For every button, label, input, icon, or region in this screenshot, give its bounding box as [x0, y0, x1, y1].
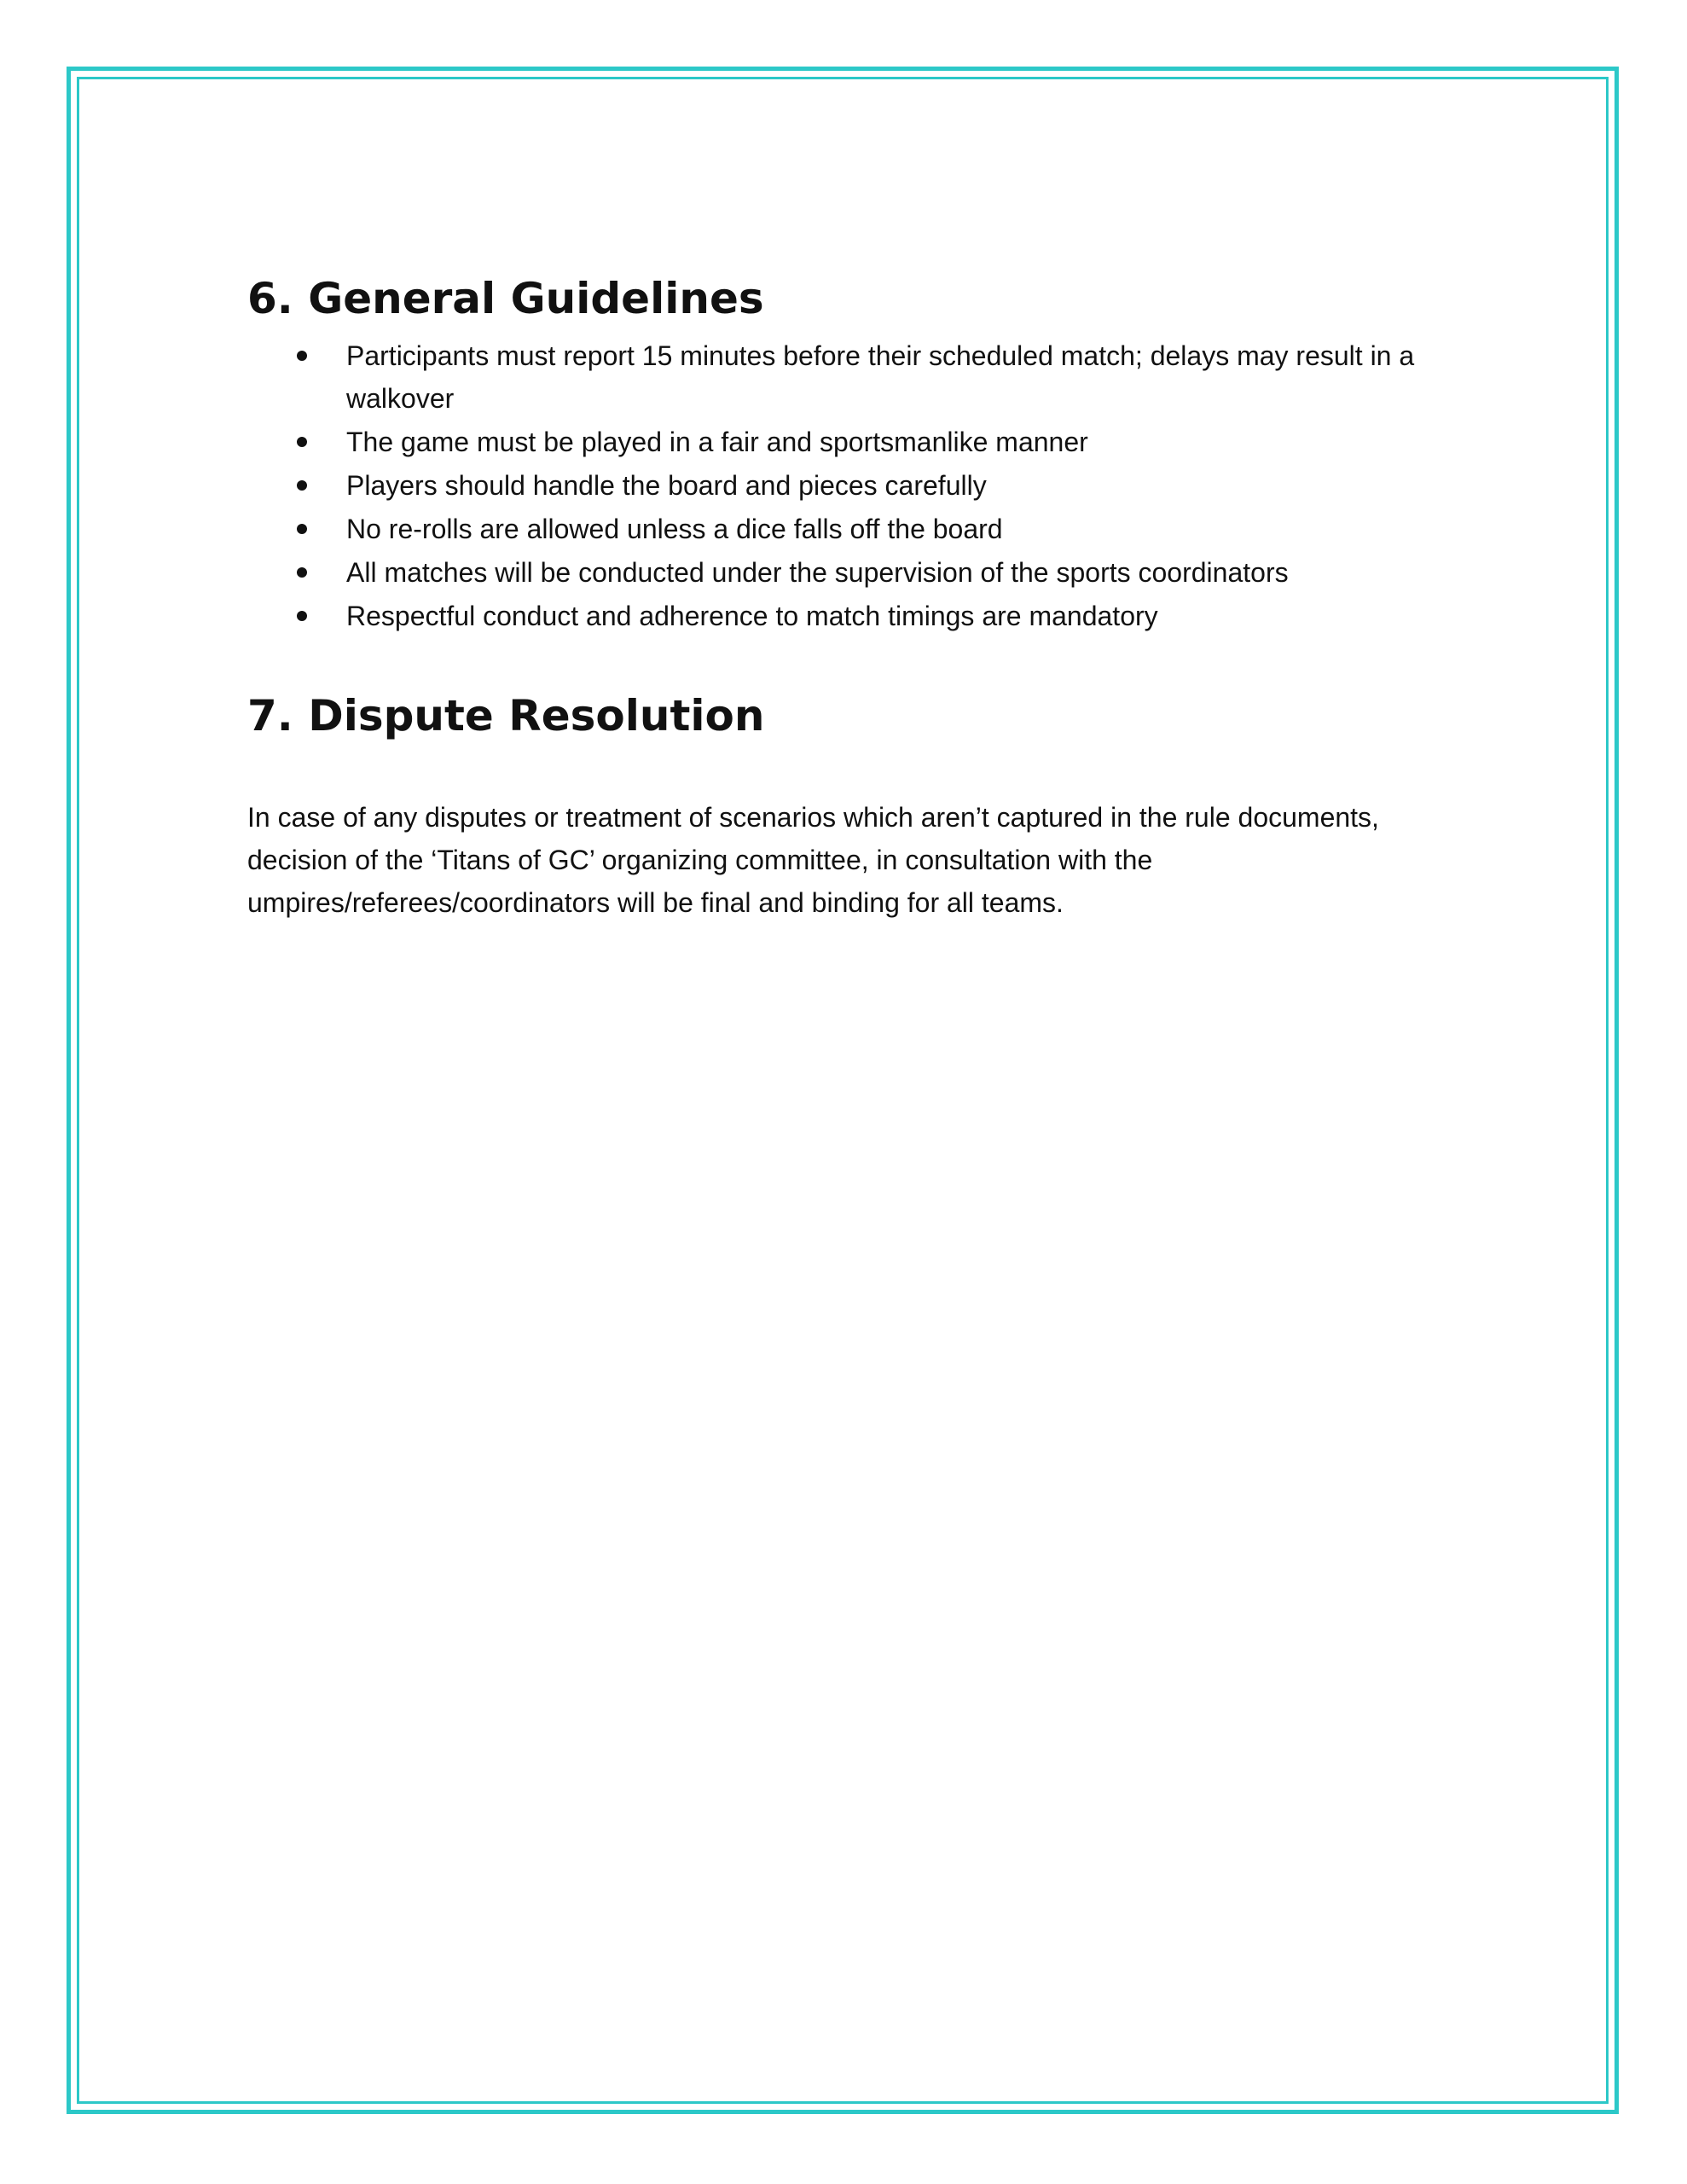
guidelines-list — [247, 334, 1458, 637]
list-item — [247, 334, 1458, 420]
list-item-text: Participants must report 15 minutes before their scheduled match; delays may result in a walkover — [346, 340, 1415, 414]
bullet-icon — [297, 351, 307, 361]
list-item — [247, 464, 1458, 507]
list-item-text: Players should handle the board and pieces carefully — [346, 470, 987, 501]
document-content — [247, 270, 1458, 924]
bullet-icon — [297, 524, 307, 534]
list-item — [247, 551, 1458, 594]
section-7-heading: 7. Dispute Resolution — [247, 691, 765, 741]
section-6-heading: 6. General Guidelines — [247, 274, 764, 323]
bullet-icon — [297, 437, 307, 447]
list-item-text: The game must be played in a fair and sportsmanlike manner — [346, 427, 1088, 457]
list-item-text: No re-rolls are allowed unless a dice falls off the board — [346, 514, 1003, 544]
dispute-resolution-paragraph: In case of any disputes or treatment of scenarios which aren’t captured in the rule documents, decision of the ‘Titans of GC’ organizing committee, in consultation with the umpires/referees/coordinators will be final and binding for all teams. — [247, 802, 1379, 918]
list-item-text: Respectful conduct and adherence to match timings are mandatory — [346, 601, 1158, 631]
list-item-text: All matches will be conducted under the supervision of the sports coordinators — [346, 557, 1289, 588]
list-item — [247, 508, 1458, 550]
list-item — [247, 595, 1458, 637]
bullet-icon — [297, 567, 307, 578]
list-item — [247, 421, 1458, 463]
bullet-icon — [297, 611, 307, 621]
bullet-icon — [297, 480, 307, 491]
